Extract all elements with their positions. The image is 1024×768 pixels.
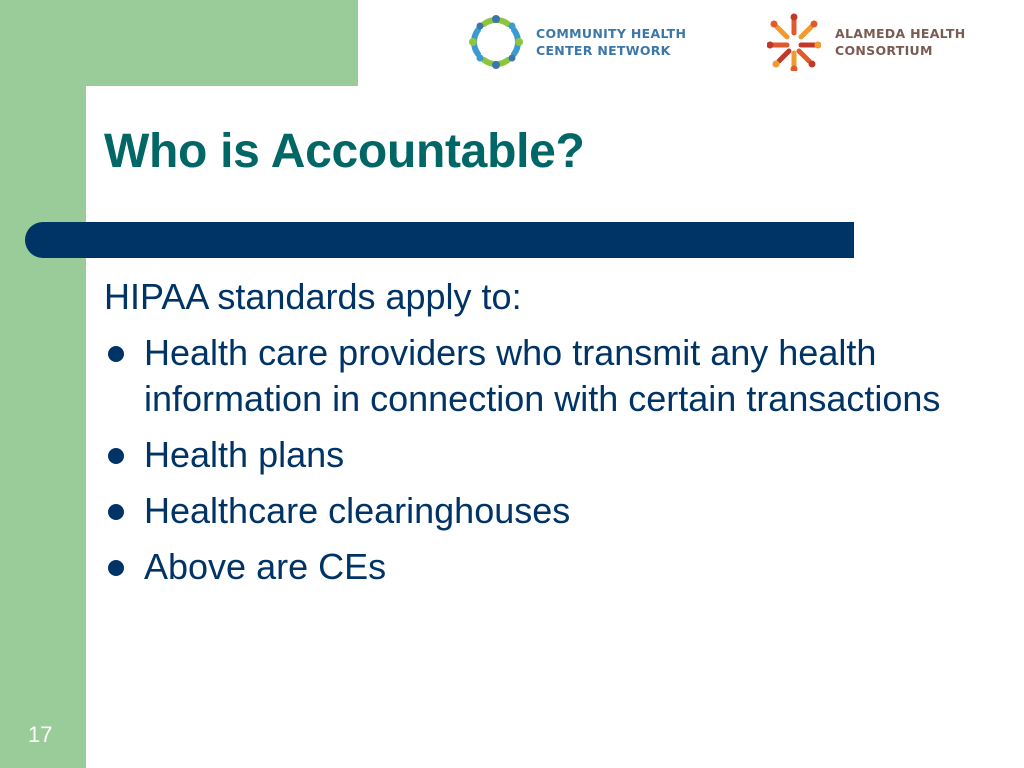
slide-title: Who is Accountable? (104, 125, 585, 178)
chcn-logo (468, 12, 686, 72)
ahc-logo (767, 12, 965, 72)
bullet-text: Healthcare clearinghouses (144, 490, 571, 531)
ahc-logo-line1: ALAMEDA HEALTH (835, 26, 966, 41)
bullet-dot-icon (108, 504, 124, 520)
bullet-item (104, 544, 984, 590)
bullet-item (104, 330, 984, 422)
intro-text: HIPAA standards apply to: (104, 276, 522, 317)
bullet-list (104, 330, 984, 590)
chcn-logo-line2: CENTER NETWORK (536, 43, 671, 58)
ahc-logo-line2: CONSORTIUM (835, 43, 933, 58)
bullet-dot-icon (108, 448, 124, 464)
bullet-text: Above are CEs (144, 546, 387, 587)
title-underline-bar (25, 222, 854, 258)
ahc-logo-icon (767, 13, 821, 71)
green-sidebar (0, 0, 86, 768)
bullet-item (104, 432, 984, 478)
bullet-dot-icon (108, 560, 124, 576)
bullet-text: Health care providers who transmit any health information in connection with certain transactions (144, 332, 941, 419)
slide-body (104, 274, 984, 600)
bullet-item (104, 488, 984, 534)
bullet-text: Health plans (144, 434, 345, 475)
slide-number: 17 (28, 722, 53, 747)
bullet-dot-icon (108, 346, 124, 362)
chcn-logo-icon (468, 14, 524, 70)
chcn-logo-line1: COMMUNITY HEALTH (536, 26, 687, 41)
green-top-band (0, 0, 358, 86)
